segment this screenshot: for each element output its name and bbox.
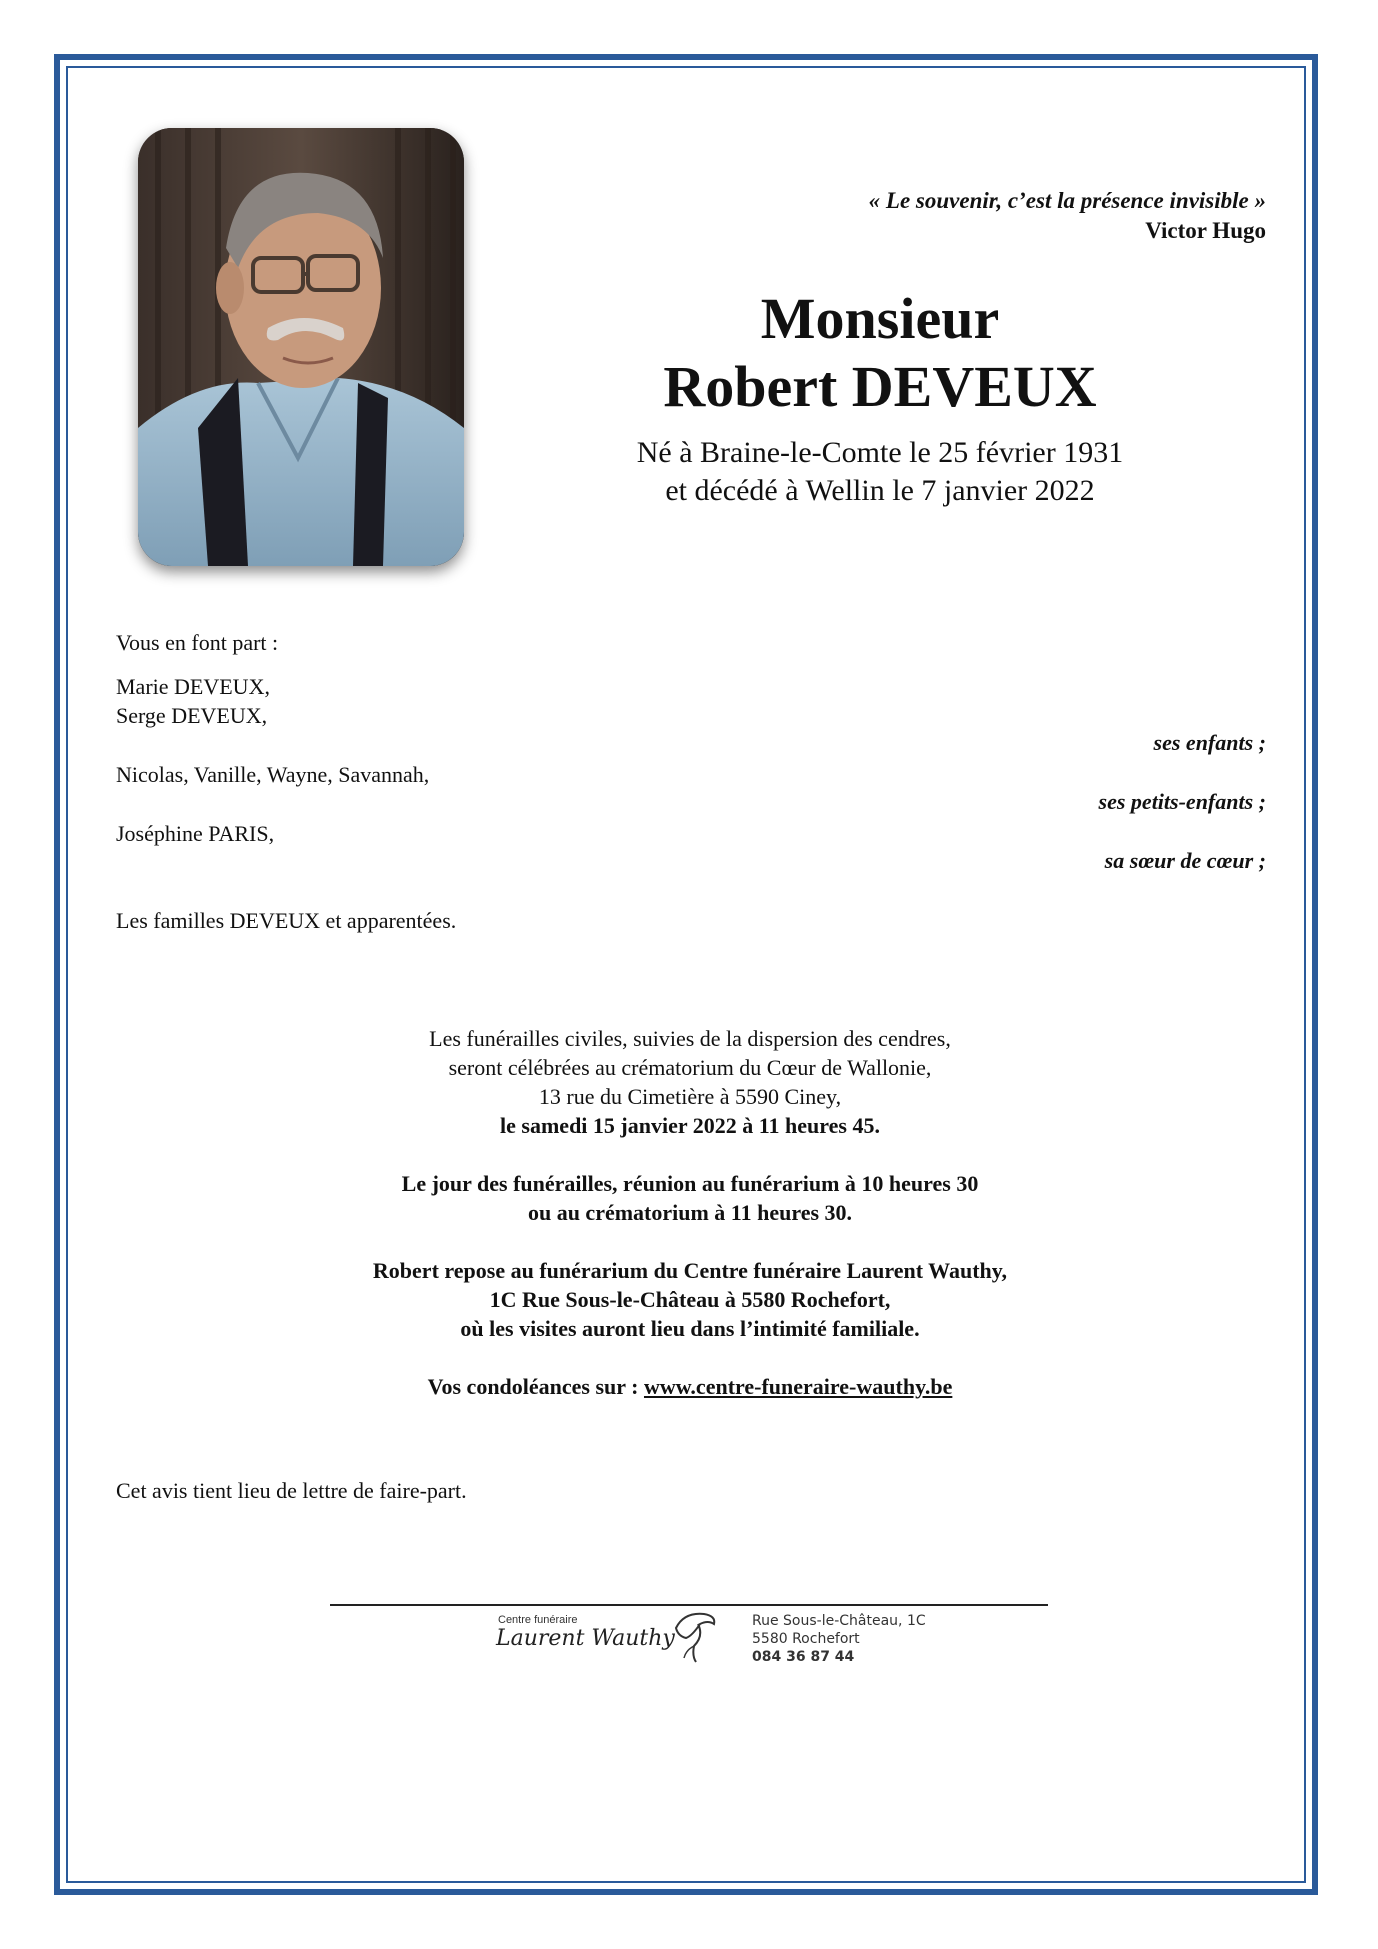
logo-address-block	[752, 1612, 926, 1666]
funeral-line-3: 13 rue du Cimetière à 5590 Ciney,	[538, 1084, 842, 1109]
condolences-link[interactable]: www.centre-funeraire-wauthy.be	[643, 1374, 953, 1399]
logo-address-1: Rue Sous-le-Château, 1C	[752, 1613, 926, 1629]
logo-script-name: Laurent Wauthy	[496, 1626, 675, 1651]
funeral-details	[200, 1024, 1180, 1401]
deceased-name: Robert DEVEUX	[663, 354, 1097, 419]
rest-line-2: 1C Rue Sous-le-Château à 5580 Rochefort,	[489, 1287, 891, 1312]
funeral-date: le samedi 15 janvier 2022 à 11 heures 45.	[500, 1113, 880, 1138]
logo-small-label: Centre funéraire	[498, 1614, 578, 1626]
meeting-line-1: Le jour des funérailles, réunion au funérarium à 10 heures 30	[401, 1171, 979, 1196]
birth-line: Né à Braine-le-Comte le 25 février 1931	[636, 436, 1124, 469]
logo-address-2: 5580 Rochefort	[752, 1631, 860, 1647]
condolences-line	[200, 1372, 1180, 1401]
birth-death-info	[560, 434, 1200, 510]
child-1: Marie DEVEUX,	[116, 674, 270, 699]
rest-line-3: où les visites auront lieu dans l’intimité familiale.	[460, 1316, 920, 1341]
intro-line: Vous en font part :	[116, 630, 279, 655]
portrait-photo	[138, 128, 464, 566]
funeral-line-1: Les funérailles civiles, suivies de la dispersion des cendres,	[429, 1026, 951, 1051]
sister-line: Joséphine PARIS,	[116, 821, 275, 846]
honorific: Monsieur	[760, 286, 1000, 351]
condolences-label: Vos condoléances sur :	[427, 1374, 639, 1399]
footer-note: Cet avis tient lieu de lettre de faire-part.	[116, 1478, 467, 1503]
rest-line-1: Robert repose au funérarium du Centre funéraire Laurent Wauthy,	[372, 1258, 1008, 1283]
epigraph-author: Victor Hugo	[1145, 218, 1266, 243]
grandchildren-label: ses petits-enfants ;	[1098, 789, 1266, 814]
epigraph-text: « Le souvenir, c’est la présence invisible »	[868, 188, 1266, 213]
child-2: Serge DEVEUX,	[116, 703, 268, 728]
children-label: ses enfants ;	[1153, 730, 1266, 755]
epigraph	[869, 186, 1266, 246]
logo-phone: 084 36 87 44	[752, 1649, 855, 1665]
death-line: et décédé à Wellin le 7 janvier 2022	[665, 474, 1095, 507]
grandchildren-line: Nicolas, Vanille, Wayne, Savannah,	[116, 762, 430, 787]
sister-label: sa sœur de cœur ;	[1104, 848, 1266, 873]
families-line: Les familles DEVEUX et apparentées.	[116, 908, 457, 933]
funeral-line-2: seront célébrées au crématorium du Cœur de Wallonie,	[448, 1055, 932, 1080]
calla-lily-logo-icon	[664, 1606, 724, 1669]
meeting-line-2: ou au crématorium à 11 heures 30.	[527, 1200, 853, 1225]
